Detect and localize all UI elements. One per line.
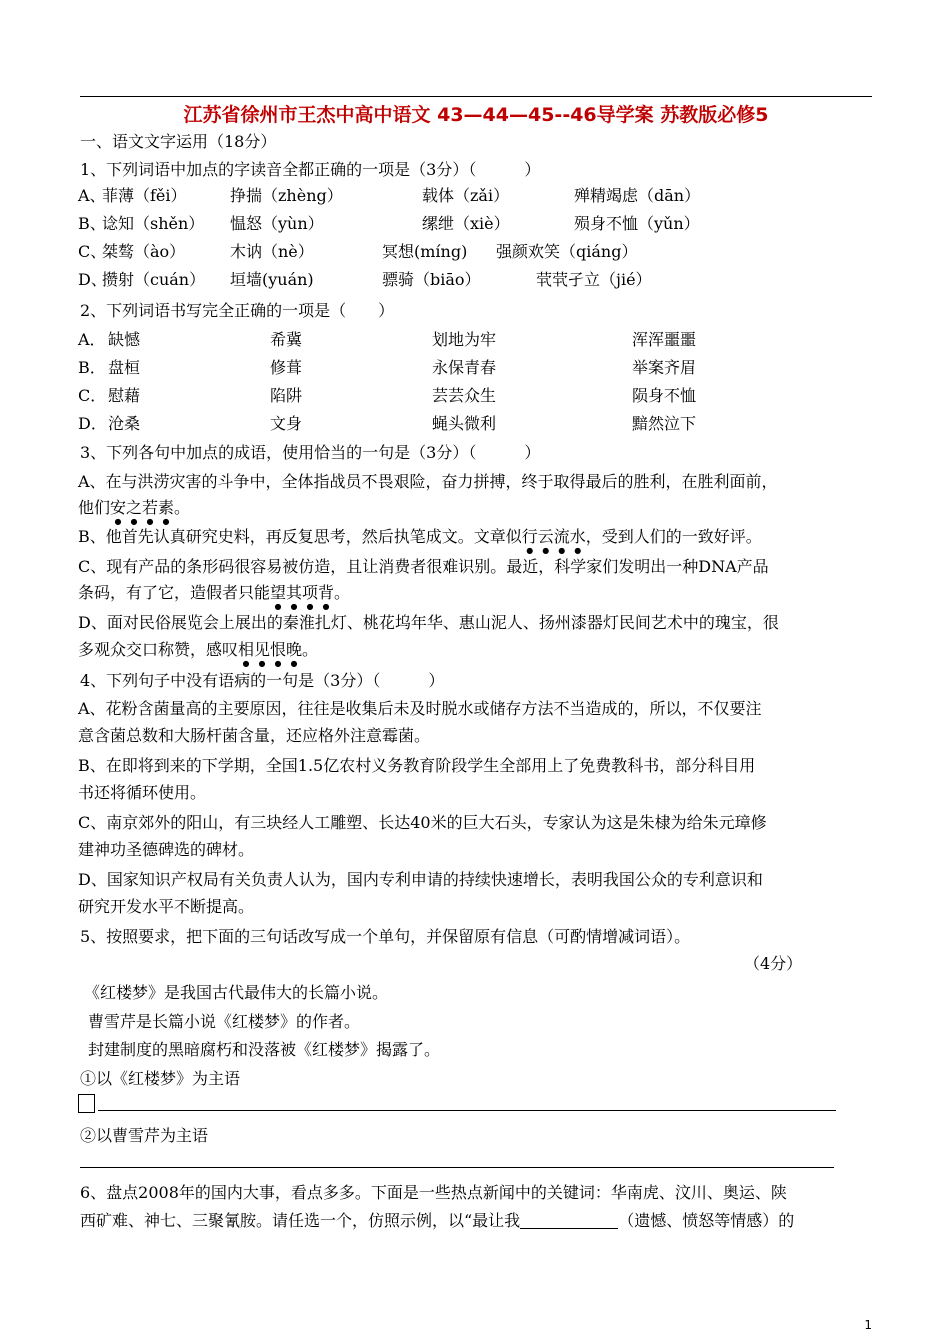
q2-option-c: C． 慰藉 陷阱 芸芸众生 陨身不恤: [78, 386, 697, 405]
q1-c-item: 冥想(míng): [382, 242, 468, 261]
q1-option-d: D、 攒射（cuán） 垣墙(yuán) 骠骑（biāo） 茕茕孑立（jié）: [78, 270, 652, 289]
q4-line: C、南京郊外的阳山，有三块经人工雕塑、长达40米的巨大石头，专家认为这是朱棣为给朱元璋修: [78, 813, 767, 832]
q5-sentence: 封建制度的黑暗腐朽和没落被《红楼梦》揭露了。: [88, 1040, 441, 1059]
answer-underline-1[interactable]: [98, 1110, 836, 1111]
q3-option-a-line1: A、在与洪涝灾害的斗争中，全体指战员不畏艰险，奋力拼搏，终于取得最后的胜利，在胜利面前，: [78, 472, 778, 491]
q2-option-b: B． 盘桓 修葺 永保青春 举案齐眉: [78, 358, 697, 377]
q1-option-a: A、 菲薄（fěi） 挣揣（zhèng） 载体（zǎi） 殚精竭虑（dān）: [78, 186, 701, 205]
q5-stem: 5、按照要求，把下面的三句话改写成一个单句，并保留原有信息（可酌情增减词语）。: [80, 927, 691, 946]
q3-option-d-line1: D、面对民俗展览会上展出的秦淮扎灯、桃花坞年华、惠山泥人、扬州漆器灯民间艺术中的瑰宝，很: [78, 613, 779, 632]
q6-line2: 西矿难、神七、三聚氰胺。请任选一个，仿照示例，以“最让我 （遗憾、愤怒等情感）的: [80, 1211, 795, 1230]
q4-line: B、在即将到来的下学期，全国1.5亿农村义务教育阶段学生全部用上了免费教科书，部分科目用: [78, 756, 756, 775]
q3-d-idiom: 相见恨晚: [238, 640, 303, 659]
q2-stem: 2、下列词语书写完全正确的一项是（ ）: [80, 301, 395, 320]
q1-d-item: 茕茕孑立（jié）: [536, 270, 652, 289]
q2-b-item: 永保青春: [432, 358, 497, 377]
q2-option-a: A． 缺憾 希冀 划地为牢 浑浑噩噩: [78, 330, 697, 349]
q5-requirement: ②以曹雪芹为主语: [80, 1126, 209, 1145]
answer-underline-2[interactable]: [80, 1167, 834, 1168]
q3-option-a-line2: 他们安之若素。: [78, 498, 191, 517]
q3-option-c-line1: C、现有产品的条形码很容易被仿造，且让消费者很难识别。最近，科学家们发明出一种DNA产品: [78, 557, 769, 576]
q1-c-item: 强颜欢笑（qiáng）: [496, 242, 638, 261]
section-heading: 一、语文文字运用（18分）: [80, 132, 277, 151]
q3-a-idiom: 安之若素: [110, 498, 175, 517]
q4-line: 意含菌总数和大肠杆菌含量，还应格外注意霉菌。: [78, 726, 431, 745]
q6-line1: 6、盘点2008年的国内大事，看点多多。下面是一些热点新闻中的关键词：华南虎、汶川、奥运、陕: [80, 1183, 787, 1202]
q1-d-item: 垣墙(yuán): [230, 270, 314, 289]
q1-a-item: 菲薄（fěi）: [102, 186, 187, 205]
q6-blank[interactable]: [520, 1210, 618, 1229]
q4-line: D、国家知识产权局有关负责人认为，国内专利申请的持续快速增长，表明我国公众的专利意识和: [78, 870, 763, 889]
q2-d-item: 蝇头微利: [432, 414, 497, 433]
q2-a-item: 缺憾: [108, 330, 141, 349]
q5-sentence: 曹雪芹是长篇小说《红楼梦》的作者。: [88, 1012, 361, 1031]
q1-b-item: 愠怒（yùn）: [230, 214, 324, 233]
q1-c-item: 木讷（nè）: [230, 242, 314, 261]
q3-b-idiom: 行云流水: [521, 527, 586, 546]
page-number: 1: [864, 1318, 872, 1332]
q1-b-item: 谂知（shěn）: [102, 214, 205, 233]
q2-b-item: 盘桓: [108, 358, 141, 377]
q2-d-item: 文身: [270, 414, 303, 433]
q2-c-item: 慰藉: [108, 386, 141, 405]
q1-b-item: 殒身不恤（yǔn）: [574, 214, 700, 233]
q2-a-item: 划地为牢: [432, 330, 497, 349]
q4-stem: 4、下列句子中没有语病的一句是（3分）（ ）: [80, 671, 445, 690]
q4-line: 建神功圣德碑选的碑材。: [78, 840, 255, 859]
q4-line: 书还将循环使用。: [78, 783, 207, 802]
q2-c-item: 陷阱: [270, 386, 303, 405]
q1-option-c: C、 桀骜（ào） 木讷（nè） 冥想(míng) 强颜欢笑（qiáng）: [78, 242, 638, 261]
q1-d-item: 攒射（cuán）: [102, 270, 206, 289]
q2-a-item: 浑浑噩噩: [632, 330, 697, 349]
q3-option-d-line2: 多观众交口称赞，感叹相见恨晚。: [78, 640, 319, 659]
q5-sentence: 《红楼梦》是我国古代最伟大的长篇小说。: [84, 983, 389, 1002]
q2-b-item: 举案齐眉: [632, 358, 697, 377]
q1-option-b: B、 谂知（shěn） 愠怒（yùn） 缧绁（xiè） 殒身不恤（yǔn）: [78, 214, 700, 233]
q1-stem: 1、下列词语中加点的字读音全都正确的一项是（3分）（ ）: [80, 160, 541, 179]
q5-score: （4分）: [744, 954, 803, 973]
q3-stem: 3、下列各句中加点的成语，使用恰当的一句是（3分）（ ）: [80, 443, 541, 462]
q2-c-item: 芸芸众生: [432, 386, 497, 405]
q2-d-item: 黯然泣下: [632, 414, 697, 433]
q3-c-idiom: 望其项背: [270, 583, 335, 602]
q4-line: 研究开发水平不断提高。: [78, 897, 255, 916]
checkbox-icon: [78, 1094, 95, 1113]
answer-line-1: [78, 1094, 838, 1116]
q2-d-item: 沧桑: [108, 414, 141, 433]
q2-a-item: 希冀: [270, 330, 303, 349]
q3-option-b: B、他首先认真研究史料，再反复思考，然后执笔成文。文章似行云流水，受到人们的一致好评。: [78, 527, 762, 546]
q2-c-item: 陨身不恤: [632, 386, 697, 405]
page-title: 江苏省徐州市王杰中高中语文 43—44—45--46导学案 苏教版必修5: [183, 104, 769, 126]
q4-line: A、花粉含菌量高的主要原因，往往是收集后未及时脱水或储存方法不当造成的，所以，不仅要注: [78, 699, 762, 718]
q2-option-d: D． 沧桑 文身 蝇头微利 黯然泣下: [78, 414, 697, 433]
header-rule: [80, 96, 872, 97]
q5-requirement: ①以《红楼梦》为主语: [80, 1069, 241, 1088]
q2-b-item: 修葺: [270, 358, 303, 377]
q1-d-item: 骠骑（biāo）: [382, 270, 481, 289]
q1-b-item: 缧绁（xiè）: [422, 214, 510, 233]
q1-a-item: 载体（zǎi）: [422, 186, 510, 205]
q1-a-item: 殚精竭虑（dān）: [574, 186, 701, 205]
q3-option-c-line2: 条码，有了它，造假者只能望其项背。: [78, 583, 351, 602]
q1-c-item: 桀骜（ào）: [102, 242, 186, 261]
q1-a-item: 挣揣（zhèng）: [230, 186, 343, 205]
